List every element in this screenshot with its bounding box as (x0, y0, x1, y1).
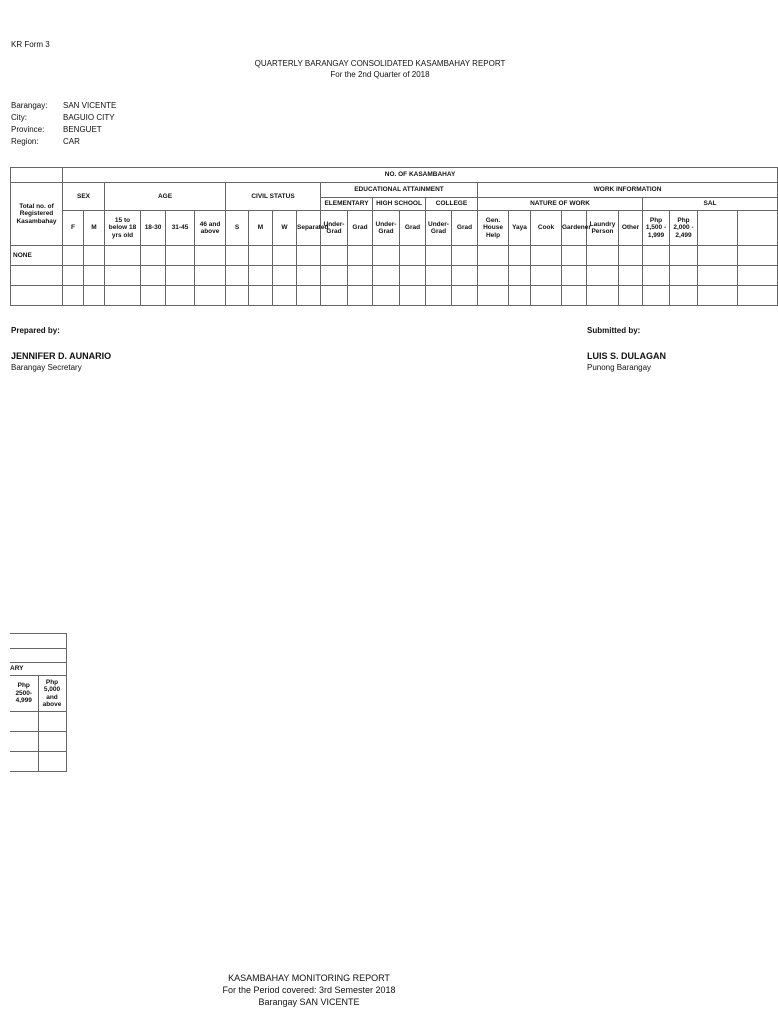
header-college: COLLEGE (426, 198, 478, 211)
col-single: S (226, 211, 249, 246)
col-salary-2500: Php 2500-4,999 (10, 676, 38, 712)
col-gen-house-help: Gen. House Help (478, 211, 509, 246)
col-salary-2000: Php 2,000 - 2,499 (670, 211, 698, 246)
prepared-by-name: JENNIFER D. AUNARIO (11, 351, 112, 361)
header-educational-attainment: EDUCATIONAL ATTAINMENT (321, 183, 478, 198)
col-married: M (249, 211, 273, 246)
footer-title: KASAMBAHAY MONITORING REPORT (228, 973, 390, 983)
header-total-registered: Total no. of Registered Kasambahay (11, 183, 63, 246)
header-age: AGE (105, 183, 226, 211)
prepared-by-label: Prepared by: (11, 326, 60, 335)
empty-row-2 (11, 266, 63, 286)
col-college-grad: Grad (452, 211, 478, 246)
city-value: BAGUIO CITY (63, 113, 115, 122)
empty-row-3 (11, 286, 63, 306)
header-salary: SAL (643, 198, 778, 211)
header-civil-status: CIVIL STATUS (226, 183, 321, 211)
header-high-school: HIGH SCHOOL (373, 198, 426, 211)
submitted-by-label: Submitted by: (587, 326, 641, 335)
col-cook: Cook (531, 211, 562, 246)
col-widowed: W (273, 211, 297, 246)
col-age-46-above: 46 and above (195, 211, 226, 246)
col-salary-5000-cut (738, 211, 778, 246)
col-laundry-person: Laundry Person (587, 211, 619, 246)
col-hs-grad: Grad (400, 211, 426, 246)
col-yaya: Yaya (509, 211, 531, 246)
header-sex: SEX (63, 183, 105, 211)
overflow-salary-header: ARY (10, 663, 66, 676)
col-salary-1500: Php 1,500 - 1,999 (643, 211, 670, 246)
form-code: KR Form 3 (11, 40, 50, 49)
col-age-31-45: 31-45 (166, 211, 195, 246)
row-none-cell: NONE (11, 246, 63, 266)
prepared-by-title: Barangay Secretary (11, 363, 82, 372)
corner-cell (11, 168, 63, 183)
col-salary-2500-cut (698, 211, 738, 246)
barangay-value: SAN VICENTE (63, 101, 117, 110)
province-label: Province: (11, 125, 45, 134)
col-other: Other (619, 211, 643, 246)
header-no-kasambahay: NO. OF KASAMBAHAY (63, 168, 778, 183)
header-nature-of-work: NATURE OF WORK (478, 198, 643, 211)
col-salary-5000: Php 5,000 and above (38, 676, 66, 712)
province-value: BENGUET (63, 125, 102, 134)
col-elem-undergrad: Under-Grad (321, 211, 348, 246)
report-subtitle: For the 2nd Quarter of 2018 (330, 70, 430, 79)
overflow-table (10, 633, 67, 772)
col-elem-grad: Grad (348, 211, 373, 246)
region-value: CAR (63, 137, 80, 146)
col-hs-undergrad: Under-Grad (373, 211, 400, 246)
header-elementary: ELEMENTARY (321, 198, 373, 211)
col-separated: Separated (297, 211, 321, 246)
region-label: Region: (11, 137, 39, 146)
submitted-by-title: Punong Barangay (587, 363, 652, 372)
report-title: QUARTERLY BARANGAY CONSOLIDATED KASAMBAHAY REPORT (254, 59, 506, 68)
col-male: M (84, 211, 105, 246)
col-age-15-17: 15 to below 18 yrs old (105, 211, 141, 246)
report-table-wrapper (10, 167, 717, 307)
footer-barangay: Barangay SAN VICENTE (258, 997, 360, 1007)
col-college-undergrad: Under-Grad (426, 211, 452, 246)
barangay-label: Barangay: (11, 101, 48, 110)
header-work-information: WORK INFORMATION (478, 183, 778, 198)
col-age-18-30: 18-30 (141, 211, 166, 246)
submitted-by-name: LUIS S. DULAGAN (587, 351, 667, 361)
report-table (10, 167, 778, 306)
col-female: F (63, 211, 84, 246)
col-gardener: Gardener (562, 211, 587, 246)
city-label: City: (11, 113, 27, 122)
footer-period: For the Period covered: 3rd Semester 2018 (222, 985, 396, 995)
